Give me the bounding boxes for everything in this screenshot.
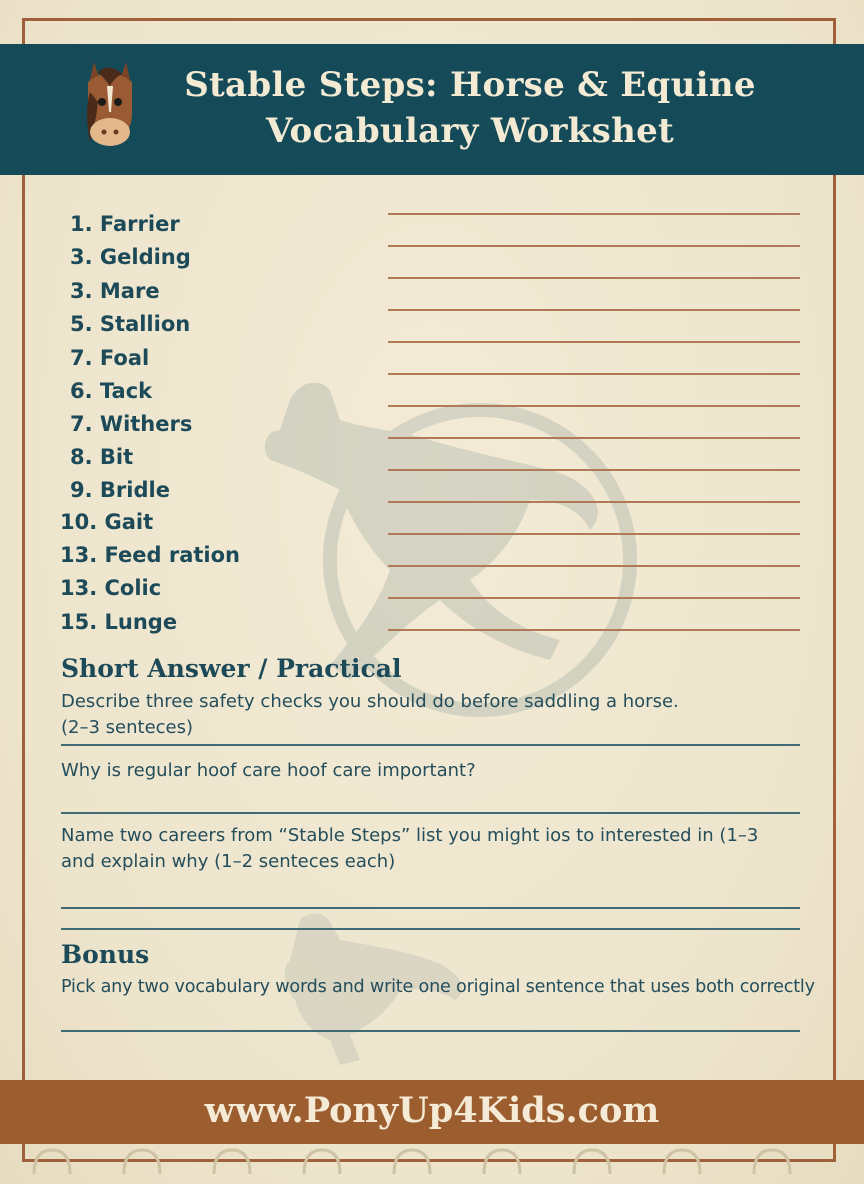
vocab-item: 9. Bridle: [70, 478, 170, 502]
answer-line[interactable]: [61, 907, 800, 909]
vocab-answer-line[interactable]: [388, 469, 800, 471]
short-answer-heading: Short Answer / Practical: [61, 654, 402, 683]
vocab-answer-line[interactable]: [388, 341, 800, 343]
vocab-item: 7. Withers: [70, 412, 193, 436]
bonus-prompt: Pick any two vocabulary words and write one original sentence that uses both correctly: [61, 977, 815, 997]
vocab-item: 10. Gait: [60, 510, 154, 534]
title-line-2: Vocabulary Workshet: [265, 111, 675, 151]
vocab-answer-line[interactable]: [388, 533, 800, 535]
vocab-item: 3. Mare: [70, 279, 160, 303]
vocab-answer-line[interactable]: [388, 245, 800, 247]
vocab-item: 13. Feed ration: [60, 543, 240, 567]
answer-line[interactable]: [61, 744, 800, 746]
vocab-answer-line[interactable]: [388, 437, 800, 439]
vocab-item: 1. Farrier: [70, 212, 180, 236]
vocab-answer-line[interactable]: [388, 373, 800, 375]
short-answer-question-2: Why is regular hoof care hoof care important?: [61, 760, 476, 781]
vocab-answer-line[interactable]: [388, 629, 800, 631]
horse-head-icon: [80, 52, 140, 152]
page-title: [150, 62, 790, 154]
vocab-answer-line[interactable]: [388, 213, 800, 215]
vocab-answer-line[interactable]: [388, 501, 800, 503]
vocab-item: 5. Stallion: [70, 312, 191, 336]
vocab-item: 8. Bit: [70, 445, 134, 469]
vocab-item: 7. Foal: [70, 346, 150, 370]
answer-line[interactable]: [61, 928, 800, 930]
bonus-heading: Bonus: [61, 940, 150, 969]
vocab-answer-line[interactable]: [388, 597, 800, 599]
title-line-1: Stable Steps: Horse & Equine: [184, 65, 756, 105]
vocab-item: 3. Gelding: [70, 245, 191, 269]
short-answer-question-3: Name two careers from “Stable Steps” list you might ios to interested in (1–3 and explain why (1–2 senteces each): [61, 825, 759, 872]
vocab-item: 6. Tack: [70, 379, 153, 403]
vocab-answer-line[interactable]: [388, 565, 800, 567]
vocab-item: 13. Colic: [60, 576, 162, 600]
footer-url[interactable]: www.PonyUp4Kids.com: [204, 1090, 660, 1131]
answer-line[interactable]: [61, 1030, 800, 1032]
vocab-answer-line[interactable]: [388, 405, 800, 407]
short-answer-question-1: Describe three safety checks you should do before saddling a horse. (2–3 senteces): [61, 691, 679, 738]
vocab-answer-line[interactable]: [388, 277, 800, 279]
answer-line[interactable]: [61, 812, 800, 814]
vocab-answer-line[interactable]: [388, 309, 800, 311]
vocab-item: 15. Lunge: [60, 610, 178, 634]
horseshoe-border-icon: [24, 1144, 840, 1176]
